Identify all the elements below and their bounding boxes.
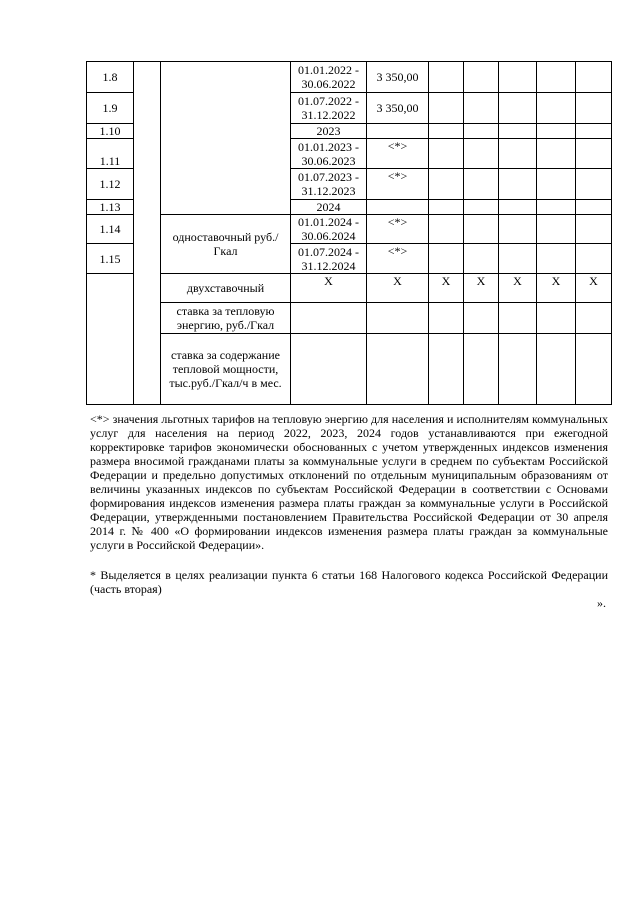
period-cell: 01.07.2022 - 31.12.2022: [291, 93, 367, 124]
empty-cell: [537, 169, 576, 200]
empty-cell: [499, 62, 537, 93]
capacity-rate-label: ставка за содержание тепловой мощности, тыс.руб./Гкал/ч в мес.: [161, 334, 291, 405]
empty-cell: [499, 200, 537, 215]
empty-cell: [499, 244, 537, 274]
row-number: 1.8: [87, 62, 134, 93]
empty-cell: [464, 139, 499, 169]
row-number: 1.14: [87, 215, 134, 244]
x-mark: Х: [537, 274, 576, 303]
empty-cell: [464, 215, 499, 244]
empty-cell: [367, 303, 429, 334]
empty-cell: [499, 169, 537, 200]
empty-cell: [537, 215, 576, 244]
value-cell: <*>: [367, 139, 429, 169]
empty-cell: [464, 169, 499, 200]
empty-cell: [576, 62, 612, 93]
empty-number-cell: [87, 274, 134, 405]
empty-cell: [576, 139, 612, 169]
empty-cell: [464, 244, 499, 274]
period-cell: 2024: [291, 200, 367, 215]
x-mark: Х: [576, 274, 612, 303]
empty-cell: [576, 169, 612, 200]
period-cell: 2023: [291, 124, 367, 139]
empty-cell: [537, 62, 576, 93]
empty-cell: [429, 93, 464, 124]
empty-cell: [429, 62, 464, 93]
two-part-label: двухставочный: [161, 274, 291, 303]
value-cell: 3 350,00: [367, 62, 429, 93]
empty-cell: [576, 93, 612, 124]
empty-cell: [499, 215, 537, 244]
value-cell: <*>: [367, 244, 429, 274]
row-number: 1.10: [87, 124, 134, 139]
empty-cell: [499, 334, 537, 405]
empty-cell: [464, 93, 499, 124]
empty-cell: [537, 200, 576, 215]
empty-cell: [537, 244, 576, 274]
footnotes: [90, 412, 608, 610]
empty-cell: [429, 124, 464, 139]
footnote-star: <*> значения льготных тарифов на тепловую энергию для населения и исполнителям коммунальных услуг для населения на период 2022, 2023, 2024 годов устанавливаются при ежегодной корректировке тарифов экономически обоснованных с учетом утвержденных индексов изменения размера вносимой гражданами платы за коммунальные услуги в среднем по субъектам Российской Федерации и предельно допустимых отклонений по отдельным муниципальным образованиям от величины указанных индексов по субъектам Российской Федерации в соответствии с Основами формирования индексов изменения размера платы граждан за коммунальные услуги в Российской Федерации, утвержденными постановлением Правительства Российской Федерации от 30 апреля 2014 г. № 400 «О формировании индексов изменения размера платы граждан за коммунальные услуги в Российской Федерации».: [90, 412, 608, 552]
closing-quote: ».: [597, 596, 606, 610]
empty-cell: [576, 334, 612, 405]
empty-cell: [429, 334, 464, 405]
value-cell: 3 350,00: [367, 93, 429, 124]
empty-cell: [464, 124, 499, 139]
row-number: 1.11: [87, 139, 134, 169]
empty-cell: [464, 200, 499, 215]
empty-cell: [537, 334, 576, 405]
x-mark: Х: [499, 274, 537, 303]
empty-cell: [291, 334, 367, 405]
row-number: 1.15: [87, 244, 134, 274]
x-mark: Х: [464, 274, 499, 303]
value-cell: <*>: [367, 169, 429, 200]
empty-cell: [291, 303, 367, 334]
x-mark: Х: [367, 274, 429, 303]
empty-cell: [576, 244, 612, 274]
empty-cell: [537, 124, 576, 139]
empty-cell: [429, 169, 464, 200]
row-number: 1.12: [87, 169, 134, 200]
heat-energy-rate-label: ставка за тепловую энергию, руб./Гкал: [161, 303, 291, 334]
empty-cell: [464, 62, 499, 93]
period-cell: 01.07.2023 - 31.12.2023: [291, 169, 367, 200]
empty-cell: [499, 303, 537, 334]
empty-cell: [576, 124, 612, 139]
tariff-table: [86, 61, 612, 405]
empty-cell: [429, 139, 464, 169]
empty-cell: [367, 334, 429, 405]
row-number: 1.9: [87, 93, 134, 124]
empty-cell: [429, 200, 464, 215]
empty-cell: [537, 303, 576, 334]
footnote-tax: * Выделяется в целях реализации пункта 6 статьи 168 Налогового кодекса Российской Федерации (часть вторая): [90, 568, 608, 596]
row-number: 1.13: [87, 200, 134, 215]
empty-cell: [429, 244, 464, 274]
x-mark: Х: [291, 274, 367, 303]
empty-cell: [464, 334, 499, 405]
period-cell: 01.01.2024 - 30.06.2024: [291, 215, 367, 244]
period-cell: 01.01.2022 - 30.06.2022: [291, 62, 367, 93]
x-mark: Х: [429, 274, 464, 303]
empty-cell: [499, 124, 537, 139]
empty-cell: [464, 303, 499, 334]
merged-empty-cell: [134, 62, 161, 405]
empty-cell: [429, 303, 464, 334]
empty-cell: [537, 93, 576, 124]
empty-cell: [499, 93, 537, 124]
empty-cell: [576, 303, 612, 334]
empty-cell: [576, 200, 612, 215]
period-cell: 01.07.2024 - 31.12.2024: [291, 244, 367, 274]
empty-cell: [499, 139, 537, 169]
value-cell: [367, 124, 429, 139]
empty-cell: [576, 215, 612, 244]
period-cell: 01.01.2023 - 30.06.2023: [291, 139, 367, 169]
value-cell: <*>: [367, 215, 429, 244]
empty-cell: [429, 215, 464, 244]
single-rate-label: одноставочный руб./Гкал: [161, 215, 291, 274]
value-cell: [367, 200, 429, 215]
empty-cell: [537, 139, 576, 169]
empty-label-cell: [161, 62, 291, 215]
